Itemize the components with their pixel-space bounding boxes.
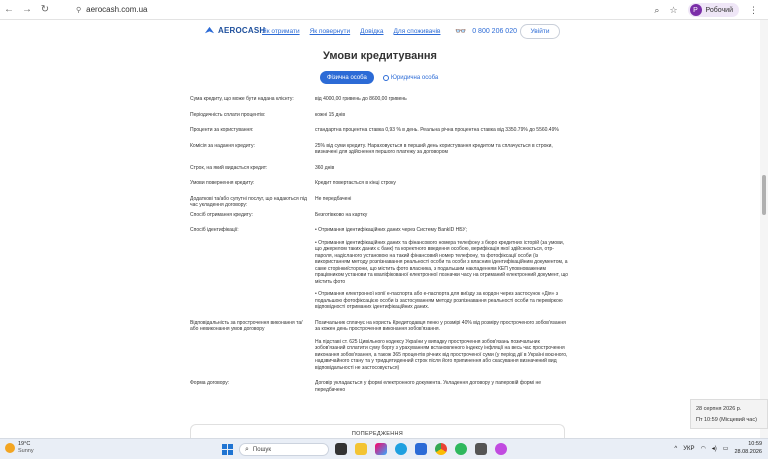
value-text: На підставі ст. 625 Цивільного кодексу України у випадку прострочення зобов'язань позичальник зобов'язаний сплатити суму боргу з урахуванням встановленого індексу інфляції на весь час прострочення виконання зобов'язання, а також 365 процентів річних від простроченої суми (у період дії в Україні воєнного, надзвичайного стану та у тридцятиденний строк після його припинення або скасування визначений вид відповідальності не застосовується) <box>315 338 568 371</box>
row-value <box>315 227 570 317</box>
app-icon[interactable] <box>455 443 467 455</box>
task-view-icon[interactable] <box>335 443 347 455</box>
value-text: Не передбачені <box>315 195 352 202</box>
browser-toolbar <box>0 0 768 20</box>
wifi-icon[interactable]: ◠ <box>700 446 706 452</box>
address-bar[interactable] <box>76 5 148 14</box>
value-text: від 4000,00 гривень до 8600,00 гривень <box>315 96 407 102</box>
value-text: • Отримання ідентифікаційних даних та фінансового номера телефону з бюро кредитних історій (за умови, що джерелом таких даних є банк) та коректного введення особою, верифікація якої здійснюється, отр-пароля, надісланого установою на такий фінансовий номер телефону, та фотофіксації особи (із використанням методу розпізнавання реальності особи та особи з власним ідентифікаційним документом, а саме сторінки/сторони, що містить фото власника, з подальшим накладенням КЕП уповноваженим працівником установи та кваліфікованої електронної позначки часу на отриманий електронний документ, що містить фото <box>315 239 569 285</box>
value-text: • Отримання ідентифікаційних даних через Систему BankID НБУ; <box>315 227 467 233</box>
reload-icon[interactable]: ↻ <box>40 4 50 15</box>
row-label: Періодичність сплати процентів: <box>190 111 266 118</box>
url-text: aerocash.com.ua <box>86 5 148 14</box>
row-value <box>315 112 570 125</box>
nav-how-to-get[interactable]: Як отримати <box>262 28 300 35</box>
terms-table <box>190 96 570 402</box>
flyout-date: 28 серпня 2026 р. <box>696 406 742 412</box>
chrome-icon[interactable] <box>435 443 447 455</box>
row-label: Сума кредиту, що може бути надана клієнту: <box>190 96 294 102</box>
nav-consumers[interactable]: Для споживачів <box>393 28 441 35</box>
row-label: Проценти за користування: <box>190 127 254 133</box>
clock-flyout <box>690 399 768 429</box>
copilot-icon[interactable] <box>375 443 387 455</box>
clock-time: 10:59 <box>748 441 762 447</box>
table-row <box>190 227 570 317</box>
table-row <box>190 320 570 378</box>
row-label: Додаткові та/або супутні послуг, що надаються під час укладення договору: <box>190 195 307 208</box>
volume-icon[interactable]: ◂) <box>711 446 717 452</box>
search-page-icon[interactable]: ⌕ <box>654 4 660 15</box>
accessibility-icon[interactable]: 👓 <box>455 26 467 36</box>
system-tray <box>674 441 762 456</box>
forward-icon[interactable]: → <box>22 4 32 15</box>
nav-help[interactable]: Довідка <box>360 28 384 35</box>
table-row <box>190 127 570 140</box>
search-placeholder: Пошук <box>252 446 272 453</box>
value-text: 25% від суми кредиту. Нараховується в перший день користування кредитом та сплачується в строки, визначені для здійснення першого платежу за договором <box>315 142 553 155</box>
app-icon[interactable] <box>495 443 507 455</box>
edge-icon[interactable] <box>395 443 407 455</box>
table-row <box>190 380 570 399</box>
table-row <box>190 212 570 225</box>
table-row <box>190 196 570 209</box>
sun-icon <box>5 443 15 453</box>
bookmark-star-icon[interactable]: ☆ <box>669 4 678 15</box>
value-text: 360 днів <box>315 164 335 171</box>
tab-label: Юридична особа <box>390 74 439 81</box>
site-info-icon[interactable]: ⚲ <box>76 6 82 14</box>
logo[interactable] <box>204 25 265 36</box>
profile-button[interactable] <box>688 3 739 17</box>
radio-icon <box>383 75 389 81</box>
battery-icon[interactable]: ▭ <box>722 446 729 452</box>
profile-label: Робочий <box>705 6 733 14</box>
logo-icon <box>204 25 215 36</box>
value-text: стандартна процентна ставка 0,93 % в день. Реальна річна процентна ставка від 3350.79% до 5560.49% <box>315 127 559 133</box>
row-label: Умови повернення кредиту: <box>190 180 255 186</box>
back-icon[interactable]: ← <box>4 4 14 15</box>
tab-individual[interactable] <box>320 71 374 84</box>
value-text: Договір укладається у формі електронного документа. Укладення договору у паперовій формі не передбачено <box>315 380 542 393</box>
row-value <box>315 96 570 109</box>
value-text: Кредит повертається в кінці строку <box>315 180 396 186</box>
avatar: Р <box>690 4 702 16</box>
language-indicator[interactable]: УКР <box>683 445 695 452</box>
weather-widget[interactable] <box>5 441 34 455</box>
row-value <box>315 212 570 225</box>
scrollbar-thumb[interactable] <box>762 175 766 215</box>
value-text: • Отримання електронної копії е-паспорта або е-паспорта для виїзду за кордон через застосунок «Дія» з подальшою фотофіксацією особи із застосуванням методу розпізнавання реальності особи та перевіркою відповідності отриманих ідентифікаційних даних. <box>315 291 563 310</box>
warning-title: ПОПЕРЕДЖЕННЯ <box>351 431 404 437</box>
menu-icon[interactable]: ⋮ <box>749 4 758 15</box>
taskbar-clock[interactable] <box>734 441 762 456</box>
scrollbar[interactable] <box>760 20 768 438</box>
row-label: Форма договору: <box>190 380 230 386</box>
flyout-time: Пт 10:59 (Місцевий час) <box>696 417 757 423</box>
search-icon: ⌕ <box>245 445 249 453</box>
chevron-up-icon[interactable]: ^ <box>674 445 678 452</box>
row-value <box>315 320 570 378</box>
nav-how-to-return[interactable]: Як повернути <box>309 28 351 35</box>
row-label: Комісія за надання кредиту: <box>190 142 255 149</box>
taskbar-search[interactable] <box>239 443 329 456</box>
row-value <box>315 380 570 399</box>
logo-text: AEROCASH <box>218 26 266 35</box>
windows-start-icon[interactable] <box>222 444 233 455</box>
app-icon[interactable] <box>475 443 487 455</box>
weather-temp: 19°C <box>18 441 31 447</box>
login-button[interactable]: Увійти <box>520 24 560 39</box>
table-row <box>190 143 570 162</box>
row-value <box>315 180 570 193</box>
tab-label: Фізична особа <box>327 74 367 81</box>
row-value <box>315 143 570 162</box>
table-row <box>190 112 570 125</box>
table-row <box>190 96 570 109</box>
row-label: Спосіб ідентифікації: <box>190 227 239 233</box>
person-type-tabs <box>320 71 444 84</box>
row-value <box>315 127 570 140</box>
site-header <box>0 20 760 44</box>
value-text: кожні 15 днів <box>315 111 345 118</box>
value-text: Позичальник сплачує на користь Кредитодавця пеню у розмірі 40% від розміру простроченого зобов'язання за кожен день прострочення виконання зобов'язання. <box>315 319 566 332</box>
phone-number[interactable]: 0 800 206 020 <box>472 28 517 35</box>
value-text: Безготівково на картку <box>315 211 368 218</box>
row-label: Спосіб отримання кредиту: <box>190 211 253 218</box>
row-value <box>315 165 570 178</box>
file-explorer-icon[interactable] <box>355 443 367 455</box>
taskbar <box>0 438 768 459</box>
store-icon[interactable] <box>415 443 427 455</box>
clock-date: 28.08.2026 <box>734 448 762 455</box>
row-label: Строк, на який видається кредит: <box>190 164 268 171</box>
row-label: Відповідальність за прострочення виконання та/або невиконання умов договору <box>190 319 303 332</box>
table-row <box>190 165 570 178</box>
table-row <box>190 180 570 193</box>
page-title: Умови кредитування <box>323 50 437 62</box>
row-value <box>315 196 570 209</box>
main-nav <box>262 28 440 35</box>
tab-legal-entity[interactable] <box>377 71 444 84</box>
weather-desc: Sunny <box>18 448 34 454</box>
